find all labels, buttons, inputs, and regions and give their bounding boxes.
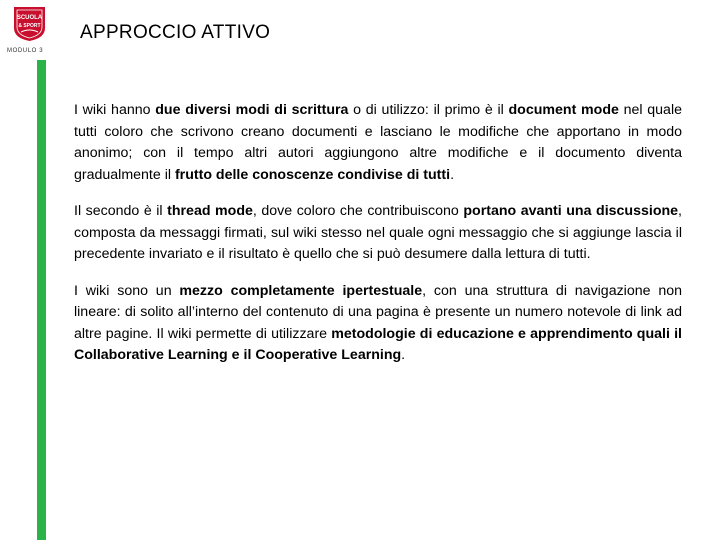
bold-run: mezzo completamente ipertestuale <box>179 282 423 299</box>
paragraph-thread-mode <box>74 201 682 266</box>
bold-run: thread mode <box>167 203 253 219</box>
text-run: , dove coloro che contribuiscono <box>252 203 464 219</box>
logo-text-line2: & SPORT <box>18 23 41 29</box>
accent-bar <box>37 60 46 540</box>
body-text <box>74 100 682 382</box>
text-run: I wiki hanno <box>74 102 156 118</box>
paragraph-document-mode <box>74 100 682 186</box>
text-run: nel quale tutti coloro che scrivono creano documenti e lasciano le modifiche che apportano in modo anonimo; con il tempo altri autori aggiungono altre modifiche e il documento diventa gradualmente il <box>74 102 682 183</box>
text-run: . <box>450 166 455 183</box>
text-run: o di utilizzo: il primo è il <box>348 102 509 118</box>
module-label: MODULO 3 <box>7 48 44 54</box>
text-run: Il secondo è il <box>74 203 168 219</box>
bold-run: document mode <box>508 102 619 118</box>
logo-text-line1: SCUOLA <box>16 15 43 21</box>
text-run: , con una struttura di navigazione non lineare: di solito all’interno del contenuto di una pagina è presente un numero notevole di link ad altre pagine. Il wiki permette di utilizzare <box>74 282 682 342</box>
text-run: I wiki sono un <box>74 282 180 299</box>
school-sport-logo <box>12 6 47 42</box>
bold-run: frutto delle conoscenze condivise di tutti <box>174 166 451 183</box>
page-title: APPROCCIO ATTIVO <box>80 22 271 43</box>
bold-run: due diversi modi di scrittura <box>155 102 349 118</box>
bold-run: metodologie di educazione e apprendimento quali il Collaborative Learning e il Cooperative Learning <box>74 325 682 363</box>
paragraph-hypertext <box>74 281 682 367</box>
text-run: . <box>401 347 406 363</box>
text-run: , composta da messaggi firmati, sul wiki stesso nel quale ogni messaggio che si aggiunge lascia il precedente invariato e il risultato è quello che si può desumere dalla lettura di tutti. <box>74 203 682 262</box>
bold-run: portano avanti una discussione <box>463 203 679 219</box>
